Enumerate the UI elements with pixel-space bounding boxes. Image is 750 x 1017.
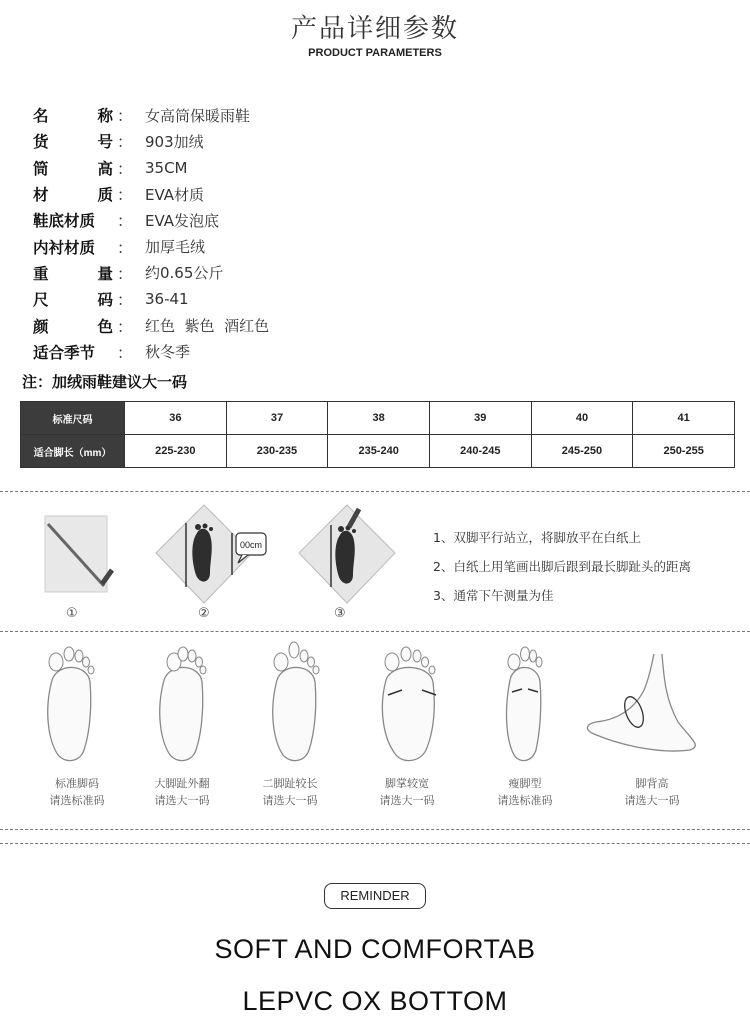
- param-label: [33, 288, 113, 310]
- parameter-list: [33, 102, 269, 365]
- param-row-size: [33, 286, 269, 312]
- foot-pen-icon: [295, 503, 400, 608]
- param-value: 加厚毛绒: [145, 238, 206, 257]
- foot-type-caption: [235, 775, 345, 809]
- size-cell: 38: [328, 402, 430, 435]
- foot-type-advice: 请选大一码: [379, 794, 435, 807]
- size-cell: 40: [531, 402, 633, 435]
- param-label-char: 筒: [33, 159, 49, 178]
- size-cell: 37: [226, 402, 328, 435]
- param-value: EVA材质: [145, 185, 205, 204]
- param-label-char: 重: [33, 264, 49, 283]
- param-label: [33, 130, 113, 152]
- param-label-char: 色: [97, 317, 113, 336]
- reminder-badge: REMINDER: [324, 883, 426, 909]
- param-value: 女高筒保暖雨鞋: [145, 106, 251, 125]
- foot-type-name: 大脚趾外翻: [154, 777, 210, 790]
- param-value: 36-41: [145, 290, 189, 309]
- length-cell: 250-255: [633, 435, 735, 468]
- foot-type-advice: 请选大一码: [154, 794, 210, 807]
- slim-foot-icon: [496, 640, 552, 765]
- param-label: [33, 157, 113, 179]
- long-second-toe-foot-icon: [265, 640, 325, 765]
- param-row-material: [33, 181, 269, 207]
- foot-type-caption: [470, 775, 580, 809]
- divider: [0, 843, 750, 844]
- standard-foot-icon: [40, 640, 100, 765]
- param-value: EVA发泡底: [145, 211, 220, 230]
- param-label-char: 高: [97, 159, 113, 178]
- param-label: 内衬材质: [33, 238, 96, 257]
- size-row-header: 标准尺码: [21, 402, 125, 435]
- step-marker-1: ①: [66, 606, 78, 621]
- page-subtitle: PRODUCT PARAMETERS: [308, 47, 442, 59]
- foot-length-row: [21, 435, 735, 468]
- param-label-char: 质: [97, 186, 113, 205]
- param-row-lining: [33, 233, 269, 259]
- foot-type-name: 脚背高: [635, 777, 669, 790]
- param-label: [33, 315, 113, 337]
- foot-type-advice: 请选标准码: [49, 794, 105, 807]
- size-cell: 36: [125, 402, 227, 435]
- foot-type-caption: [22, 775, 132, 809]
- foot-type-caption: [127, 775, 237, 809]
- divider: [0, 631, 750, 632]
- bunion-foot-icon: [152, 640, 212, 765]
- pen-on-paper-icon: [40, 512, 120, 597]
- foot-type-name: 脚掌较宽: [385, 777, 429, 790]
- high-instep-foot-icon: [582, 650, 712, 760]
- param-row-height: [33, 155, 269, 181]
- size-table: [20, 401, 735, 468]
- param-row-season: [33, 339, 269, 365]
- param-label-char: 尺: [33, 291, 49, 310]
- foot-type-name: 标准脚码: [55, 777, 99, 790]
- length-cell: 245-250: [531, 435, 633, 468]
- param-colon: ：: [117, 343, 133, 362]
- foot-measure-icon: [152, 503, 277, 608]
- param-label-char: 号: [97, 133, 113, 152]
- param-colon: ：: [117, 186, 133, 205]
- foot-type-advice: 请选大一码: [624, 794, 680, 807]
- param-row-color: [33, 312, 269, 338]
- param-row-item-no: [33, 128, 269, 154]
- headline: SOFT AND COMFORTAB: [214, 934, 536, 964]
- param-value: 903加绒: [145, 132, 204, 151]
- param-label-char: 货: [33, 133, 49, 152]
- param-row-sole: [33, 207, 269, 233]
- wide-foot-icon: [378, 640, 442, 765]
- foot-length-row-header: 适合脚长（mm）: [21, 435, 125, 468]
- param-label: 鞋底材质: [33, 212, 96, 231]
- foot-type-advice: 请选标准码: [497, 794, 553, 807]
- length-cell: 235-240: [328, 435, 430, 468]
- divider: [0, 491, 750, 492]
- param-label: [33, 104, 113, 126]
- param-colon: ：: [117, 238, 133, 257]
- step-marker-3: ③: [334, 606, 346, 621]
- param-label: 适合季节: [33, 343, 96, 362]
- divider: [0, 829, 750, 830]
- param-value: 约0.65公斤: [145, 264, 224, 283]
- param-label-char: 码: [97, 291, 113, 310]
- param-label-char: 名: [33, 107, 49, 126]
- param-colon: ：: [117, 107, 133, 126]
- param-label-char: 称: [97, 107, 113, 126]
- param-label-char: 量: [97, 264, 113, 283]
- measure-step: 3、通常下午测量为佳: [433, 588, 554, 603]
- foot-type-caption: [352, 775, 462, 809]
- foot-type-name: 瘦脚型: [508, 777, 542, 790]
- param-colon: ：: [117, 212, 133, 231]
- headline-cut: LEPVC OX BOTTOM: [242, 986, 508, 1016]
- foot-type-caption: [597, 775, 707, 809]
- size-cell: 39: [429, 402, 531, 435]
- measure-step: 1、双脚平行站立，将脚放平在白纸上: [433, 530, 641, 545]
- measure-bubble-text: 00cm: [239, 540, 263, 550]
- param-colon: ：: [117, 159, 133, 178]
- page-title: 产品详细参数: [290, 14, 459, 44]
- param-value: 35CM: [145, 158, 188, 177]
- measure-step: 2、白纸上用笔画出脚后跟到最长脚趾头的距离: [433, 559, 691, 574]
- param-label: [33, 183, 113, 205]
- param-value: 红色 紫色 酒红色: [145, 317, 270, 336]
- param-colon: ：: [117, 317, 133, 336]
- param-label-char: 材: [33, 186, 49, 205]
- length-cell: 230-235: [226, 435, 328, 468]
- size-row: [21, 402, 735, 435]
- param-row-name: [33, 102, 269, 128]
- foot-type-advice: 请选大一码: [262, 794, 318, 807]
- length-cell: 240-245: [429, 435, 531, 468]
- step-marker-2: ②: [198, 606, 210, 621]
- param-row-weight: [33, 260, 269, 286]
- param-colon: ：: [117, 291, 133, 310]
- foot-type-name: 二脚趾较长: [262, 777, 318, 790]
- length-cell: 225-230: [125, 435, 227, 468]
- param-colon: ：: [117, 133, 133, 152]
- measure-steps: [433, 528, 691, 615]
- param-label: [33, 262, 113, 284]
- param-label-char: 颜: [33, 317, 49, 336]
- param-value: 秋冬季: [145, 343, 191, 362]
- size-cell: 41: [633, 402, 735, 435]
- param-colon: ：: [117, 264, 133, 283]
- size-note: 注：加绒雨鞋建议大一码: [22, 373, 188, 391]
